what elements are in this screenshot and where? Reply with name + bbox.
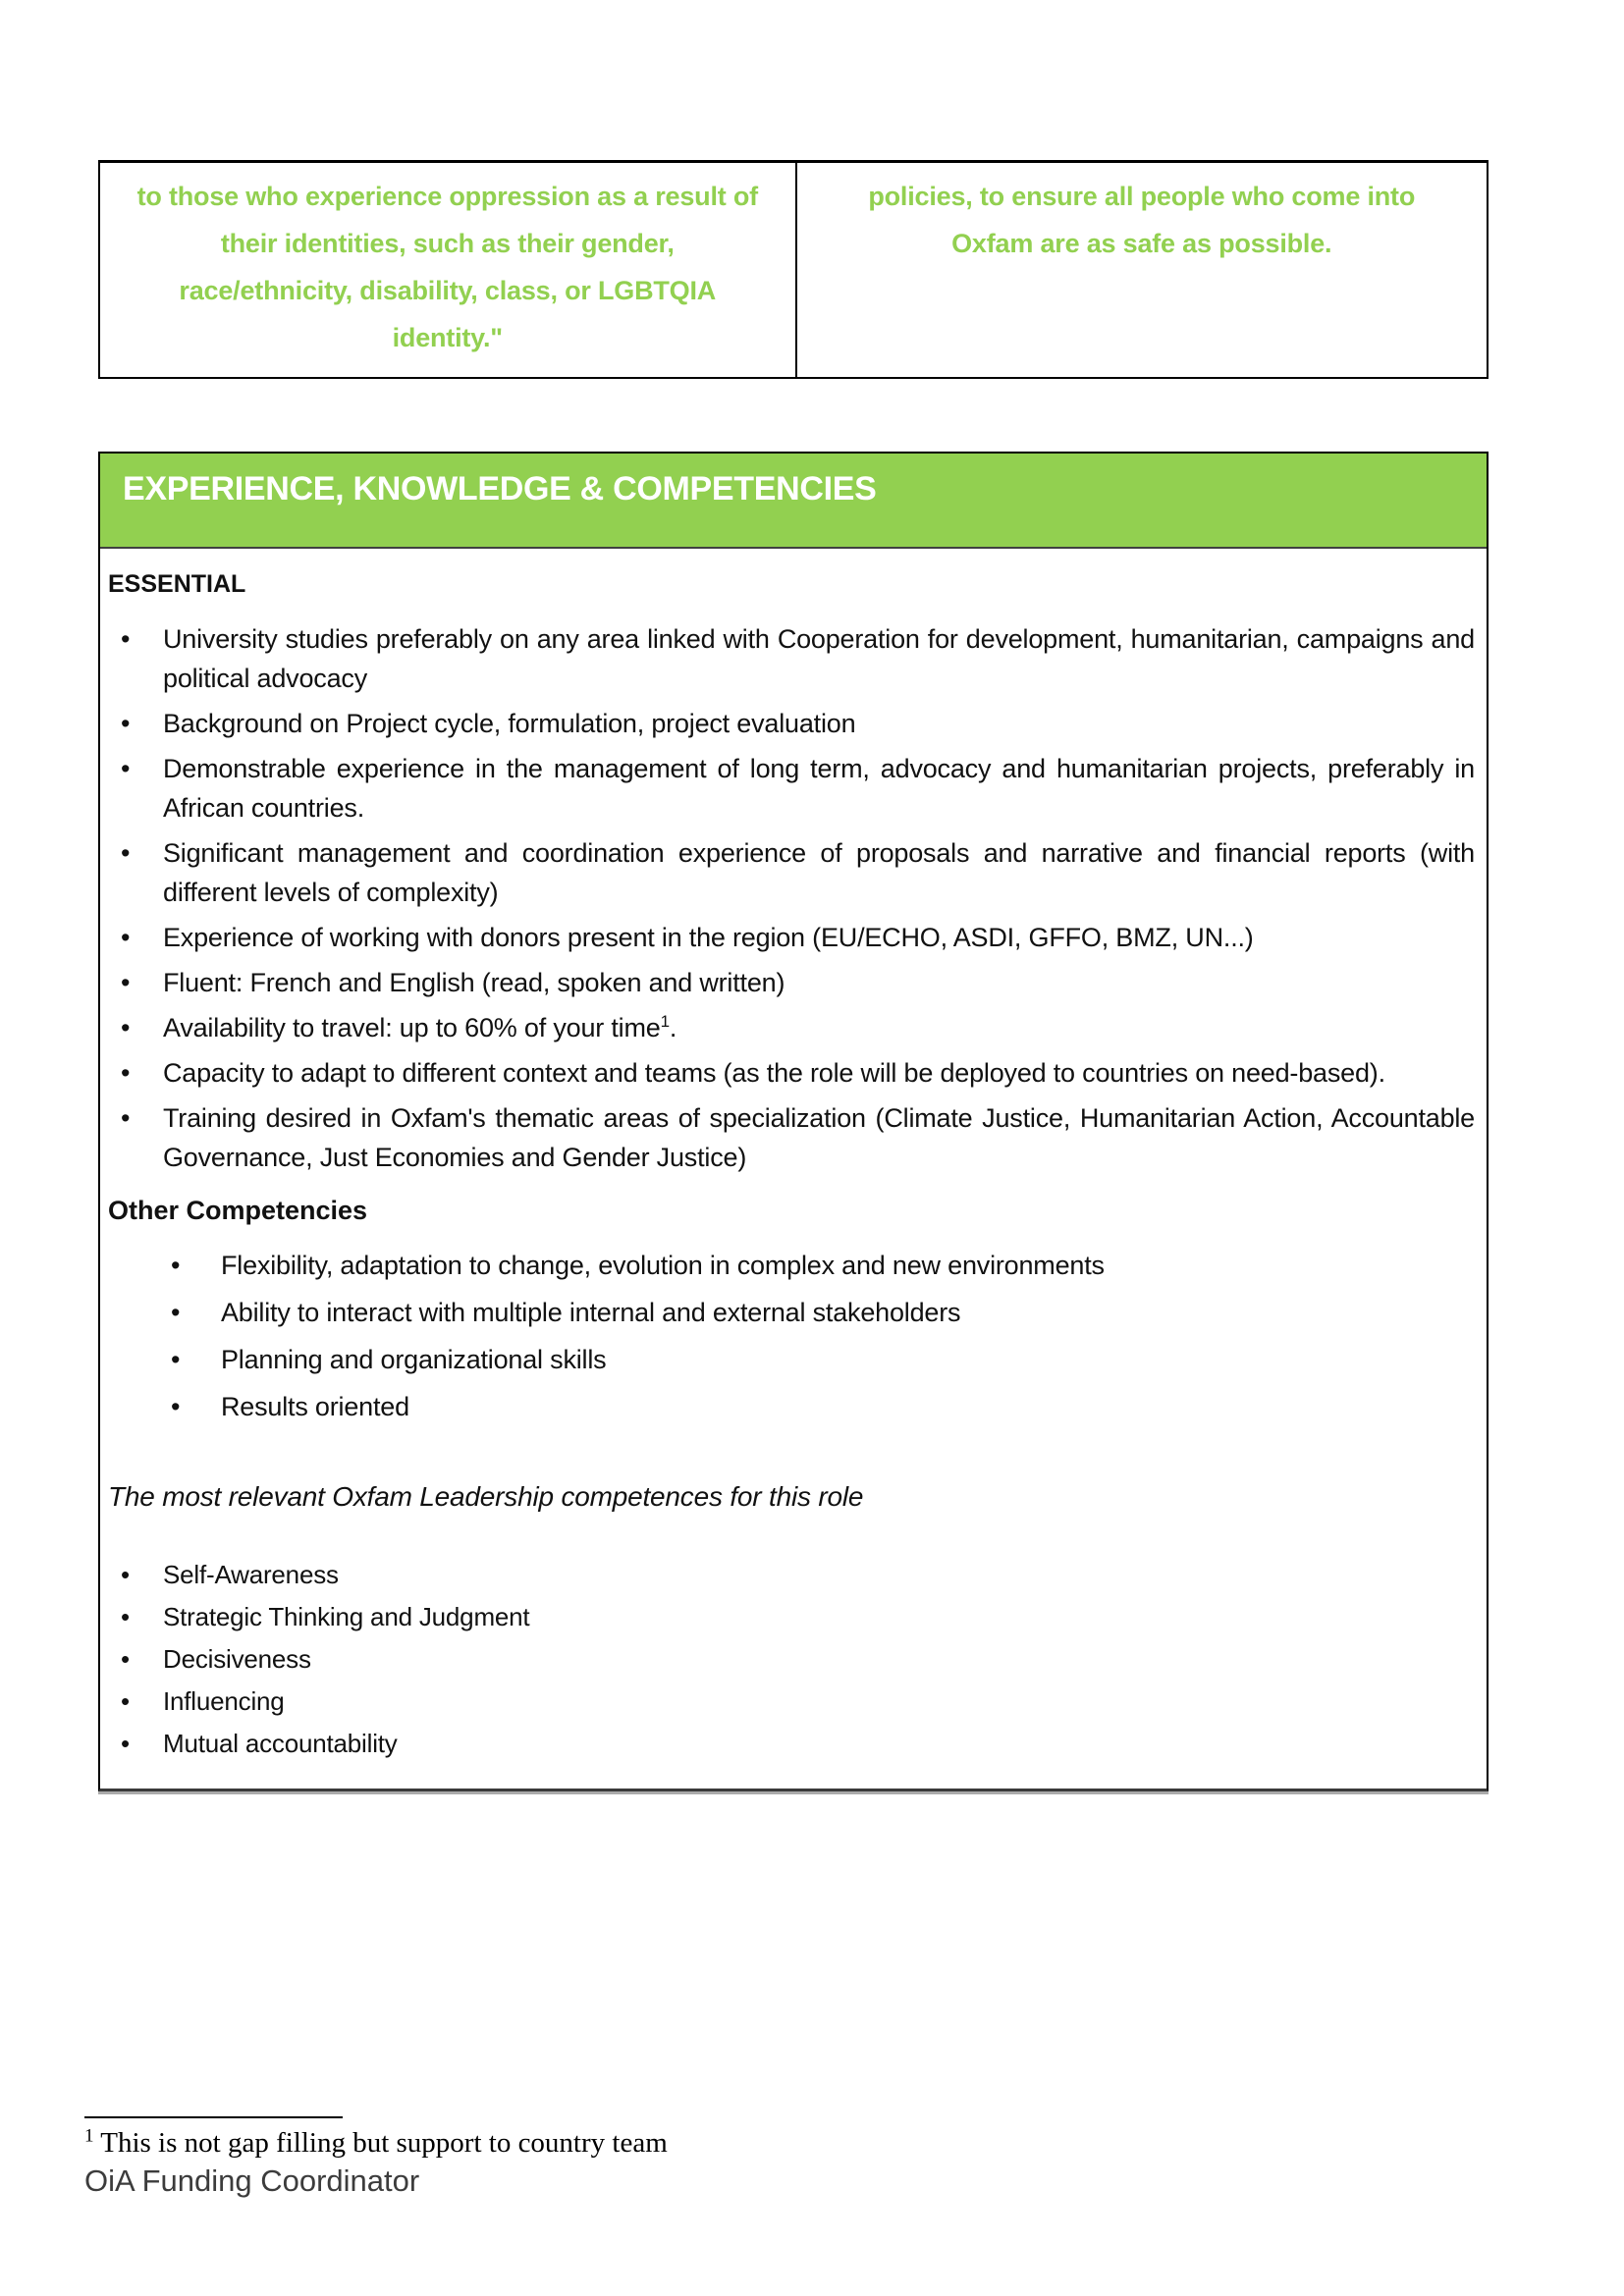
essential-list — [108, 619, 1475, 1177]
list-item-travel — [108, 1008, 1475, 1047]
quote-table — [98, 160, 1489, 379]
quote-cell-left: to those who experience oppression as a result of their identities, such as their gender, race/ethnicity, disability, class, or LGBTQIA identity." — [100, 163, 797, 377]
footnote-separator — [84, 2116, 343, 2118]
list-item: • Background on Project cycle, formulation, project evaluation — [108, 704, 1475, 743]
leadership-list — [108, 1556, 1475, 1763]
list-item: • University studies preferably on any area linked with Cooperation for development, humanitarian, campaigns and political advocacy — [108, 619, 1475, 698]
list-item: • Mutual accountability — [108, 1725, 1475, 1763]
other-competencies-list — [108, 1246, 1475, 1426]
travel-text: Availability to travel: up to 60% of your time — [163, 1013, 661, 1042]
competencies-section — [98, 452, 1489, 1791]
other-competencies-heading: Other Competencies — [108, 1196, 368, 1225]
section-header-bar — [100, 454, 1487, 549]
list-item: • Self-Awareness — [108, 1556, 1475, 1594]
list-item: • Results oriented — [108, 1387, 1475, 1426]
section-body — [100, 549, 1487, 1789]
list-item: • Planning and organizational skills — [108, 1340, 1475, 1379]
footnote-text — [84, 2126, 1164, 2160]
footnote-ref: 1 — [660, 1012, 670, 1031]
list-item: • Demonstrable experience in the management of long term, advocacy and humanitarian projects, preferably in African countries. — [108, 749, 1475, 828]
essential-heading: ESSENTIAL — [108, 570, 246, 598]
list-item: • Strategic Thinking and Judgment — [108, 1598, 1475, 1636]
section-title: EXPERIENCE, KNOWLEDGE & COMPETENCIES — [123, 470, 877, 507]
list-item: • Ability to interact with multiple internal and external stakeholders — [108, 1293, 1475, 1332]
list-item: • Capacity to adapt to different context and teams (as the role will be deployed to countries on need-based). — [108, 1053, 1475, 1093]
list-item: • Flexibility, adaptation to change, evolution in complex and new environments — [108, 1246, 1475, 1285]
quote-cell-right: policies, to ensure all people who come into Oxfam are as safe as possible. — [868, 182, 1416, 258]
list-item: • Decisiveness — [108, 1640, 1475, 1679]
list-item: • Training desired in Oxfam's thematic areas of specialization (Climate Justice, Humanitarian Action, Accountable Governance, Just Economies and Gender Justice) — [108, 1098, 1475, 1177]
list-item: • Experience of working with donors present in the region (EU/ECHO, ASDI, GFFO, BMZ, UN...) — [108, 918, 1475, 957]
leadership-intro: The most relevant Oxfam Leadership competences for this role — [108, 1481, 864, 1512]
footnote-body: This is not gap filling but support to country team — [100, 2127, 668, 2159]
footer-role-title: OiA Funding Coordinator — [84, 2163, 420, 2198]
footnote-area — [84, 2116, 1164, 2200]
list-item: • Influencing — [108, 1682, 1475, 1721]
list-item: • Significant management and coordination experience of proposals and narrative and financial reports (with different levels of complexity) — [108, 833, 1475, 912]
page-content — [98, 160, 1489, 1791]
list-item: • Fluent: French and English (read, spoken and written) — [108, 963, 1475, 1002]
travel-text-end: . — [669, 1013, 677, 1042]
footnote-marker: 1 — [84, 2125, 94, 2147]
